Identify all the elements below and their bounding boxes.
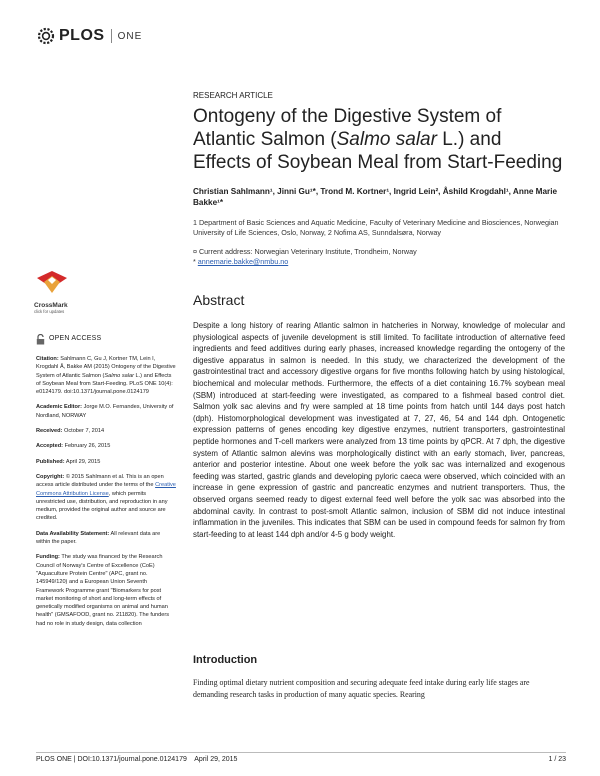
crossmark-label: CrossMark: [34, 302, 68, 309]
article-title: [193, 105, 563, 174]
page-number: 1 / 23: [548, 756, 566, 763]
funding-label: Funding:: [36, 554, 60, 561]
editor-value: Jorge M.O. Fernandes, University of Nordland, NORWAY: [36, 404, 174, 419]
license-link[interactable]: Creative Commons Attribution License: [36, 482, 176, 497]
email-link[interactable]: annemarie.bakke@nmbu.no: [197, 257, 289, 266]
funding-value: The study was financed by the Research Council of Norway's Centre of Excellence (CoE) "Aquaculture Protein Centre" (APC, grant no. 145949/120) and a European Union Seventh Framework Programme grant "Biomarkers for post market monitoring of short and long-term effects of genetically modified organisms on animal and human health" (GMSAFOOD, grant no. 211820). The funders had no role in study design, data collection: [36, 554, 169, 627]
title-species: Salmo salar: [336, 129, 437, 150]
crossmark-icon: [34, 268, 70, 296]
accepted-value: February 26, 2015: [63, 443, 111, 450]
published-value: April 29, 2015: [64, 458, 101, 465]
logo-divider: [111, 29, 112, 43]
corresponding-email: [193, 257, 288, 266]
data-availability: [36, 530, 176, 547]
introduction-text: Finding optimal dietary nutrient composition and securing adequate feed intake during early life stages are demanding research tasks in production of many aquatic species. Rearing: [193, 678, 530, 699]
citation-species: Salmo salar: [104, 372, 134, 379]
received-label: Received:: [36, 428, 63, 435]
abstract-text: Despite a long history of rearing Atlantic salmon in hatcheries in Norway, knowledge of molecular and physiological aspects of juvenile development is still limited. To facilitate introduction of alternative feed ingredients and feed additives during early phases, increased knowledge regarding the ontogeny of the digestive apparatus in salmon is needed. In this study, we characterized the development of the gastrointestinal tract and accessory digestive organs for five months following hatch by using histological, biochemical and molecular methods. Furthermore, the effects of a diet containing 16.7% soybean meal (SBM) introduced at start-feeding were investigated, as compared to a fishmeal based control diet. Salmon yolk sac alevins and fry were sampled at 18 time points from hatch until 144 days post hatch (dph). Histomorphological development was investigated at 7, 27, 46, 54 and 144 dph. Ontogenetic expression patterns of genes encoding key digestive enzymes, nutrient transporters, gastrointestinal peptide hormones and T-cell markers were analyzed from 13 time points by qPCR. At 7 dph, the digestive system of Atlantic salmon alevins was morphologically distinct with an early stomach, liver, pancreas, anterior and posterior intestine. About one week before the yolk sac was internalized and exogenous feeding was started, gastric glands and developing pyloric caeca were observed, which coincided with an increase in gene expression of gastric and pancreatic enzymes and nutrient transporters. Thus, the observed organs seemed ready to digest external feed well before the yolk sac was absorbed into the abdominal cavity. In contrast to post-smolt Atlantic salmon, inclusion of SBM did not induce intestinal inflammation in the juveniles. This indicates that SBM can be used in compound feeds for salmon fry from start-feeding to at least 144 dph and/or 4-5 g body weight.: [193, 321, 565, 539]
email-prefix: *: [193, 257, 198, 266]
accepted-label: Accepted:: [36, 443, 64, 450]
plos-logo[interactable]: [36, 26, 142, 46]
published-label: Published:: [36, 458, 65, 465]
academic-editor: [36, 403, 176, 420]
published-date: [36, 458, 176, 466]
citation-text-b: L.) and Effects of Soybean Meal from Start-Feeding. PLoS ONE 10(4): e0124179. doi:10.1371/journal.pone.0124179: [36, 372, 173, 396]
page-footer: [36, 756, 566, 763]
crossmark-sub: click for updates: [34, 309, 65, 314]
copyright-label: Copyright:: [36, 473, 65, 480]
affiliations: 1 Department of Basic Sciences and Aquatic Medicine, Faculty of Veterinary Medicine and Biosciences, Norwegian University of Life Sciences, Oslo, Norway, 2 Nofima AS, Sunndalsøra, Norway: [193, 218, 559, 237]
citation-label: Citation:: [36, 356, 59, 362]
author-list: Christian Sahlmann¹, Jinni Gu¹*, Trond M. Kortner¹, Ingrid Lein², Åshild Krogdahl¹, Anne Marie Bakke¹*: [193, 187, 558, 207]
copyright-text-a: © 2015 Sahlmann et al. This is an open access article distributed under the terms of the: [36, 473, 164, 489]
accepted-date: [36, 442, 176, 450]
open-access-label: [36, 334, 176, 345]
citation: [36, 355, 176, 396]
open-access-text: OPEN ACCESS: [49, 335, 102, 343]
journal-name: ONE: [117, 30, 143, 42]
received-value: October 7, 2014: [62, 428, 105, 435]
data-label: Data Availability Statement:: [36, 530, 110, 537]
title-part2: L.) and Effects of Soybean Meal from Start-Feeding: [193, 129, 563, 173]
data-value: All relevant data are within the paper.: [36, 530, 161, 546]
crossmark-badge[interactable]: [34, 268, 74, 314]
current-address: ¤ Current address: Norwegian Veterinary Institute, Trondheim, Norway: [193, 247, 417, 256]
plos-mark-icon: [36, 26, 56, 46]
abstract-heading: Abstract: [193, 292, 245, 308]
article-type: RESEARCH ARTICLE: [193, 91, 273, 100]
introduction-heading: Introduction: [193, 654, 258, 666]
title-part1: Ontogeny of the Digestive System of Atlantic Salmon (: [193, 106, 502, 150]
editor-label: Academic Editor:: [36, 404, 83, 411]
footer-citation: PLOS ONE | DOI:10.1371/journal.pone.0124179 April 29, 2015: [36, 756, 238, 763]
citation-text-a: Sahlmann C, Gu J, Kortner TM, Lein I, Krogdahl Å, Bakke AM (2015) Ontogeny of the Digestive System of Atlantic Salmon (: [36, 356, 176, 379]
received-date: [36, 427, 176, 435]
logo-text: PLOS: [59, 27, 105, 44]
open-lock-icon: [36, 334, 45, 345]
funding: [36, 553, 176, 628]
copyright: [36, 473, 176, 523]
footer-divider: [36, 752, 566, 753]
article-info-sidebar: [36, 334, 176, 635]
copyright-text-b: , which permits unrestricted use, distribution, and reproduction in any medium, provided the original author and source are credited.: [36, 490, 168, 522]
